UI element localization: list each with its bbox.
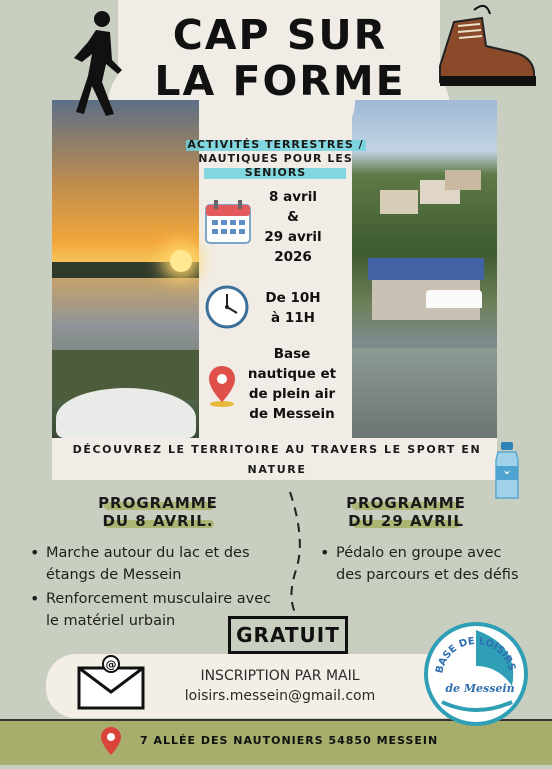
location-pin-icon bbox=[207, 364, 237, 408]
tagline bbox=[62, 440, 492, 480]
contact-label: INSCRIPTION PAR MAIL bbox=[200, 668, 360, 684]
date-line: 29 avril bbox=[264, 229, 322, 245]
logo-text-bottom: de Messein bbox=[445, 682, 515, 695]
location-line: nautique et bbox=[247, 366, 337, 382]
location-line: de Messein bbox=[249, 406, 335, 422]
subtitle bbox=[178, 138, 373, 180]
program-title-line: DU 8 AVRIL. bbox=[102, 512, 214, 530]
date-line: 2026 bbox=[274, 249, 312, 265]
envelope-icon bbox=[76, 654, 146, 712]
event-dates bbox=[248, 187, 338, 267]
photo-house bbox=[445, 170, 481, 190]
logo-text-top: BASE DE LOISIRS bbox=[434, 635, 518, 675]
photo-sun bbox=[170, 250, 192, 272]
list-item: • Pédalo en groupe avec des parcours et des défis bbox=[320, 542, 530, 586]
location-line: Base bbox=[273, 346, 311, 362]
hiking-boot-icon bbox=[434, 0, 542, 94]
logo-graphic bbox=[428, 626, 524, 722]
list-item: • Renforcement musculaire avec le matériel urbain bbox=[30, 588, 280, 632]
svg-text:@: @ bbox=[105, 658, 117, 671]
walking-person-icon bbox=[66, 10, 132, 120]
title-line: CAP SUR bbox=[172, 11, 388, 59]
time-line: De 10H bbox=[265, 290, 321, 306]
program-29-list bbox=[320, 542, 530, 588]
event-time bbox=[248, 288, 338, 328]
photo-house bbox=[380, 190, 418, 214]
list-item: • Marche autour du lac et des étangs de Messein bbox=[30, 542, 280, 586]
location-line: de plein air bbox=[248, 386, 336, 402]
date-line: & bbox=[287, 209, 299, 225]
tagline-line: DÉCOUVREZ LE TERRITOIRE AU TRAVERS LE SPORT EN bbox=[72, 443, 482, 456]
program-29-title bbox=[336, 494, 476, 530]
water-bottle-icon bbox=[490, 440, 524, 502]
subtitle-line: SENIORS bbox=[244, 166, 307, 179]
address: 7 ALLÉE DES NAUTONIERS 54850 MESSEIN bbox=[140, 734, 439, 747]
photo-water bbox=[352, 348, 497, 438]
program-title-line: DU 29 AVRIL bbox=[348, 512, 464, 530]
program-title-line: PROGRAMME bbox=[346, 494, 466, 512]
subtitle-line: NAUTIQUES POUR LES bbox=[198, 152, 353, 165]
calendar-icon bbox=[204, 199, 252, 245]
photo-water bbox=[52, 278, 199, 358]
location-pin-icon bbox=[100, 726, 122, 756]
page-title bbox=[130, 12, 430, 104]
photo-tent bbox=[426, 290, 482, 308]
photo-boathouse-roof bbox=[368, 258, 484, 280]
program-8-title bbox=[88, 494, 228, 530]
program-title-line: PROGRAMME bbox=[98, 494, 218, 512]
subtitle-line: ACTIVITÉS TERRESTRES / bbox=[187, 138, 364, 151]
contact-email[interactable]: loisirs.messein@gmail.com bbox=[184, 688, 376, 704]
date-line: 8 avril bbox=[269, 189, 317, 205]
free-badge: GRATUIT bbox=[228, 616, 348, 654]
event-location bbox=[246, 344, 338, 424]
dashed-divider bbox=[276, 490, 316, 620]
base-de-loisirs-logo bbox=[424, 622, 528, 726]
time-line: à 11H bbox=[271, 310, 315, 326]
contact-info bbox=[180, 666, 380, 706]
clock-icon bbox=[205, 285, 249, 329]
title-line: LA FORME bbox=[154, 57, 406, 105]
tagline-line: NATURE bbox=[247, 463, 307, 476]
